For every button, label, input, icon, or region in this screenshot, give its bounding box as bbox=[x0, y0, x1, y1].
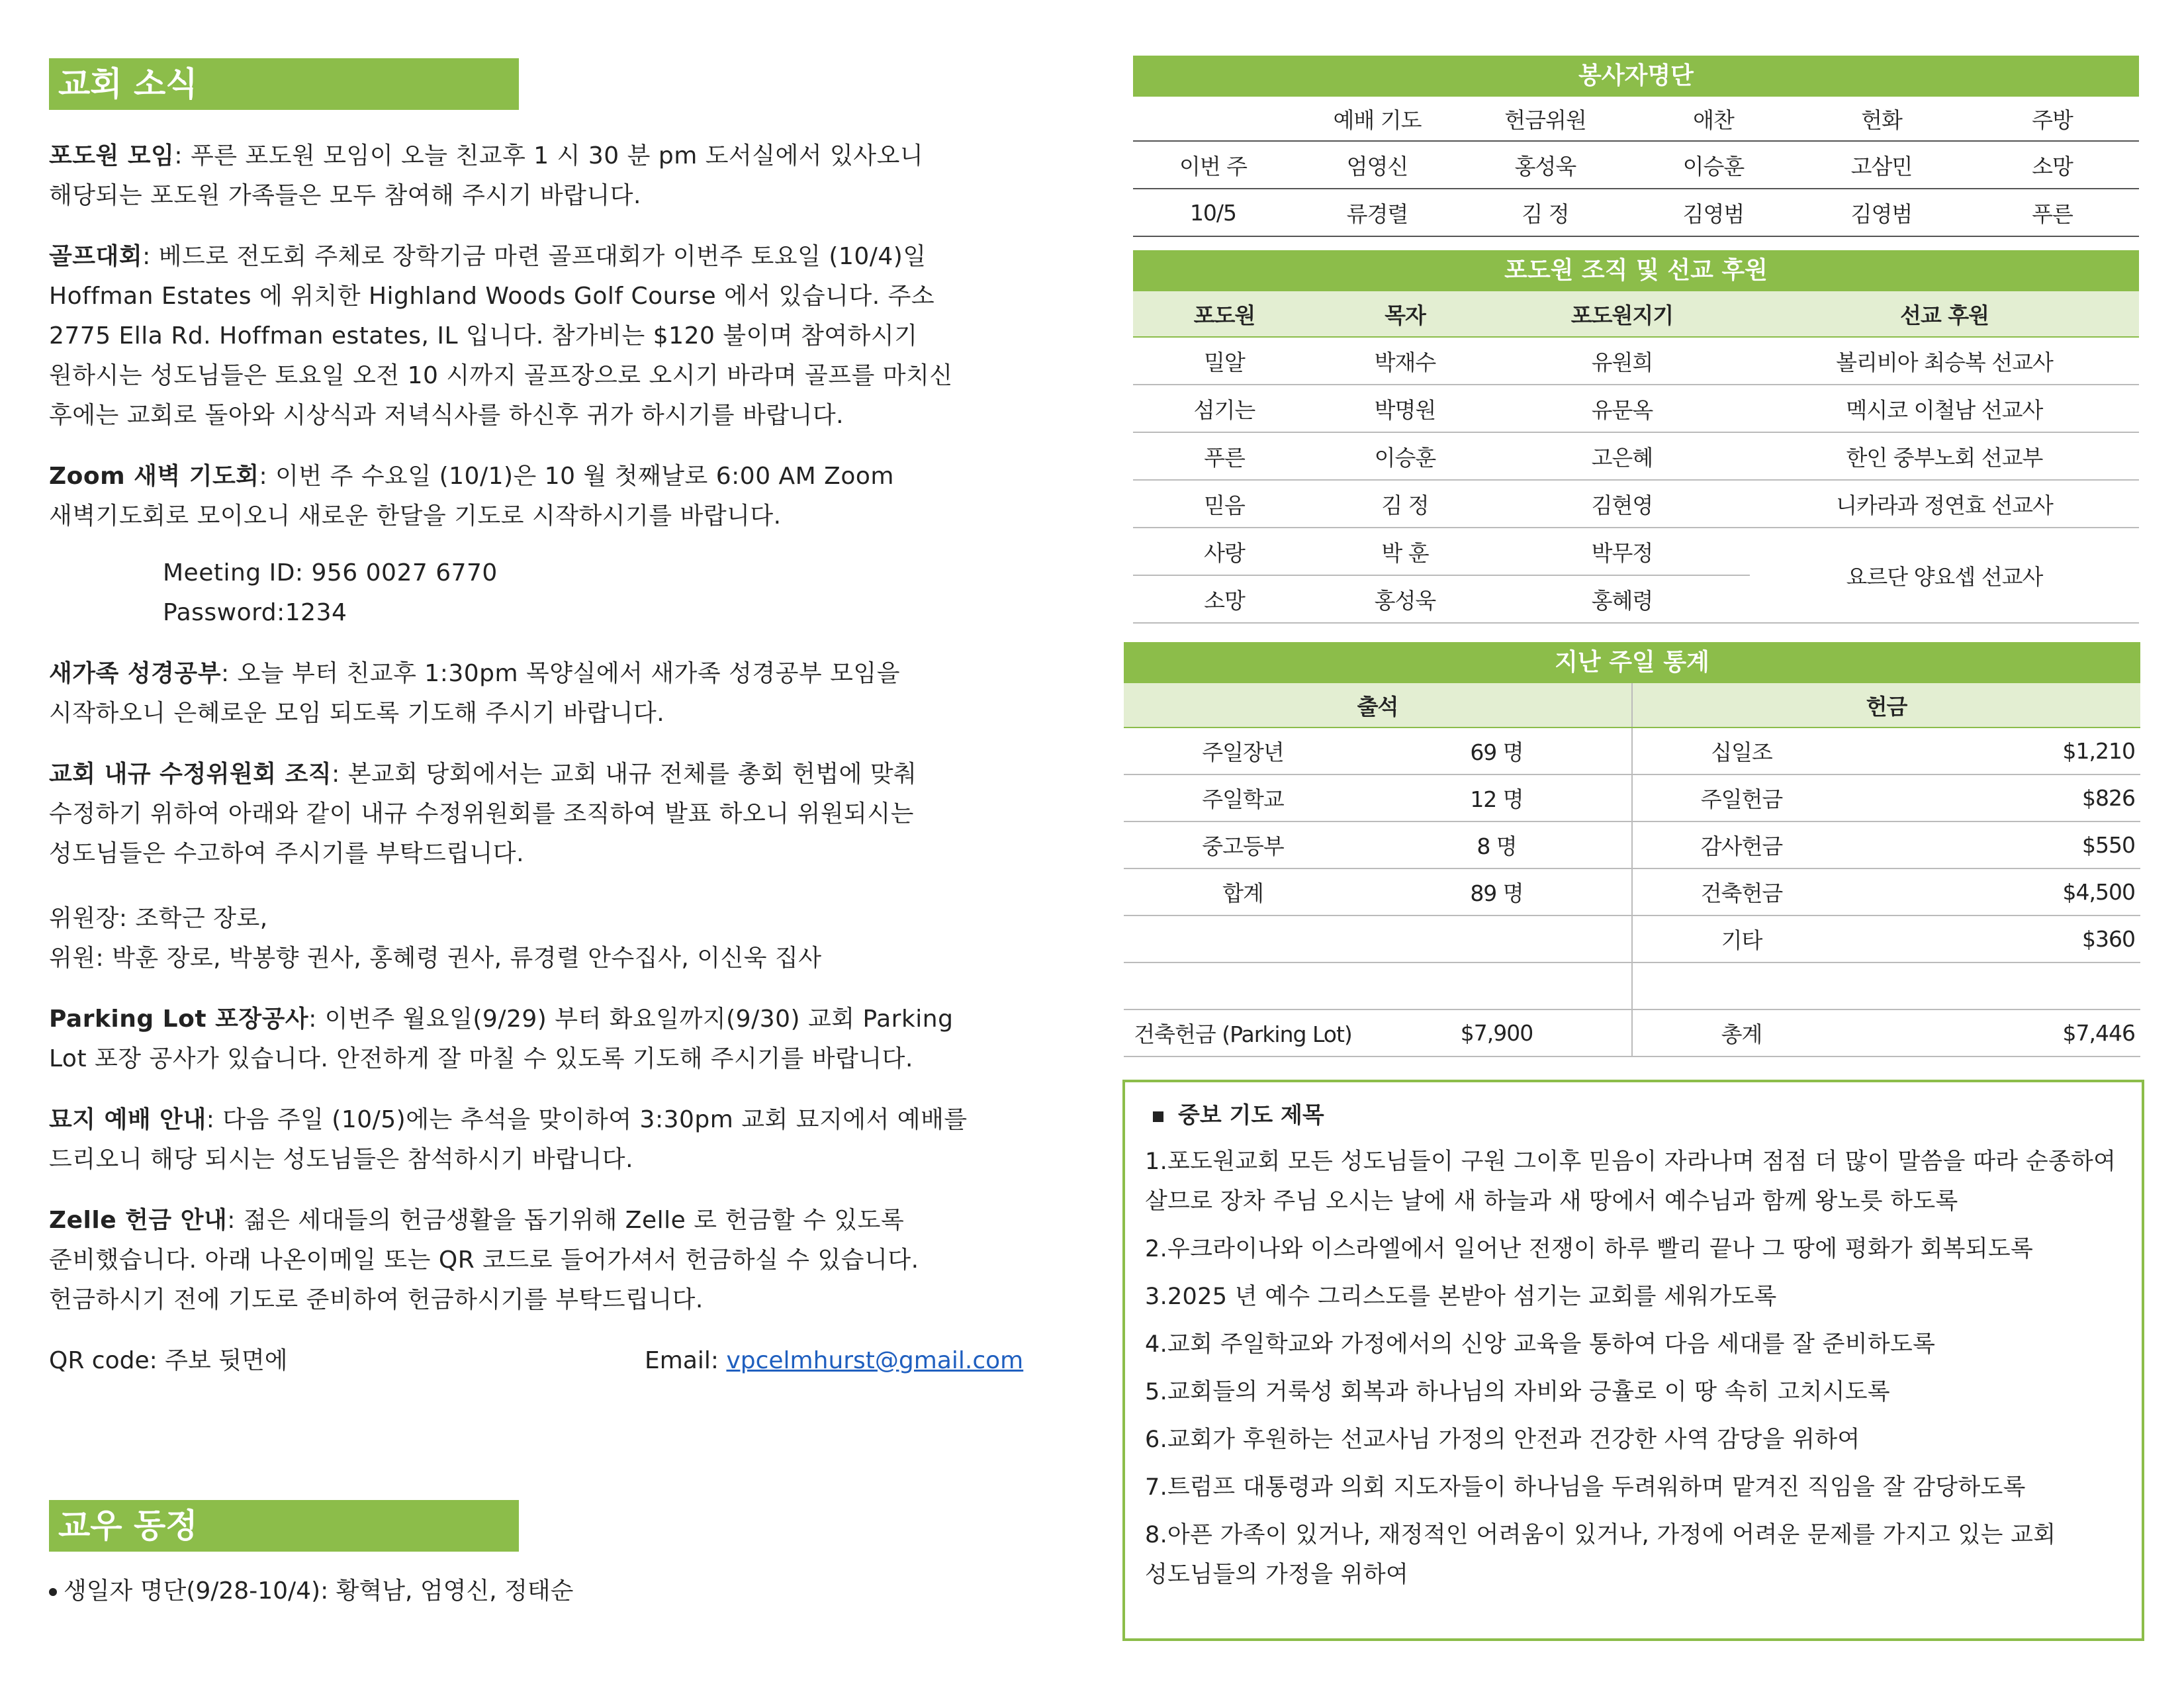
email-link[interactable]: vpcelmhurst@gmail.com bbox=[726, 1347, 1024, 1374]
news-heading: 새가족 성경공부 bbox=[49, 660, 221, 687]
table-row bbox=[1133, 385, 2139, 432]
prayer-title: 중보 기도 제목 bbox=[1178, 1102, 1324, 1129]
table-cell: 십일조 bbox=[1632, 727, 1850, 774]
news-text: 수정하기 위하여 아래와 같이 내규 수정위원회를 조직하여 발표 하오니 위원되시는 bbox=[49, 800, 914, 827]
table-cell: 고삼민 bbox=[1797, 141, 1966, 189]
table-row bbox=[1133, 337, 2139, 385]
table-cell: 홍혜령 bbox=[1494, 575, 1750, 623]
table-cell: 소망 bbox=[1966, 141, 2139, 189]
organization-header: 목자 bbox=[1316, 291, 1494, 337]
prayer-box bbox=[1122, 1080, 2144, 1641]
news-text: 성도님들은 수고하여 주시기를 부탁드립니다. bbox=[49, 840, 525, 867]
table-cell: $7,446 bbox=[1850, 1009, 2140, 1056]
table-cell: 사랑 bbox=[1133, 528, 1316, 575]
prayer-item bbox=[1145, 1468, 2122, 1507]
news-item-newcomer bbox=[49, 654, 1055, 733]
prayer-item bbox=[1145, 1229, 2122, 1269]
prayer-item bbox=[1145, 1142, 2122, 1221]
prayer-text: 1.포도원교회 모든 성도님들이 구원 그이후 믿음이 자라나며 점점 더 많이 말씀을 따라 순종하여 bbox=[1145, 1149, 2116, 1175]
table-row bbox=[1133, 189, 2139, 236]
table-cell: 홍성욱 bbox=[1461, 141, 1629, 189]
news-text: Lot 포장 공사가 있습니다. 안전하게 잘 마칠 수 있도록 기도해 주시기를 바랍니다. bbox=[49, 1045, 913, 1072]
table-cell: 밀알 bbox=[1133, 337, 1316, 385]
table-cell: 박무정 bbox=[1494, 528, 1750, 575]
table-cell bbox=[1124, 962, 1362, 1009]
table-cell: 89 명 bbox=[1362, 868, 1632, 915]
prayer-text: 5.교회들의 거룩성 회복과 하나님의 자비와 긍휼로 이 땅 속히 고치시도록 bbox=[1145, 1379, 1891, 1405]
email-row bbox=[645, 1341, 1023, 1381]
volunteer-header bbox=[1133, 97, 1293, 141]
table-cell: 류경렬 bbox=[1293, 189, 1461, 236]
news-item-parking bbox=[49, 1000, 1055, 1079]
volunteer-header: 예배 기도 bbox=[1293, 97, 1461, 141]
table-cell: 12 명 bbox=[1362, 774, 1632, 821]
table-cell: 주일학교 bbox=[1124, 774, 1362, 821]
table-cell: 김영범 bbox=[1797, 189, 1966, 236]
attendance-header: 출석 bbox=[1124, 683, 1632, 727]
news-text: 후에는 교회로 돌아와 시상식과 저녁식사를 하신후 귀가 하시기를 바랍니다. bbox=[49, 402, 844, 429]
table-row bbox=[1133, 432, 2139, 480]
table-row bbox=[1124, 774, 2140, 821]
table-row bbox=[1124, 868, 2140, 915]
news-text: 헌금하시기 전에 기도로 준비하여 헌금하시기를 부탁드립니다. bbox=[49, 1286, 704, 1313]
table-cell: 요르단 양요셉 선교사 bbox=[1750, 528, 2139, 623]
volunteer-title: 봉사자명단 bbox=[1133, 56, 2139, 97]
table-cell: 엄영신 bbox=[1293, 141, 1461, 189]
volunteer-header-row bbox=[1133, 97, 2139, 141]
table-row bbox=[1133, 528, 2139, 575]
news-text: : 본교회 당회에서는 교회 내규 전체를 총회 헌법에 맞춰 bbox=[332, 761, 917, 788]
table-cell: 한인 중부노회 선교부 bbox=[1750, 432, 2139, 480]
table-cell: $7,900 bbox=[1362, 1009, 1632, 1056]
news-text: 원하시는 성도님들은 토요일 오전 10 시까지 골프장으로 오시기 바라며 골프를 마치신 bbox=[49, 362, 953, 389]
volunteer-header: 주방 bbox=[1966, 97, 2139, 141]
table-cell: 홍성욱 bbox=[1316, 575, 1494, 623]
table-cell: 주일장년 bbox=[1124, 727, 1362, 774]
prayer-text: 살므로 장차 주님 오시는 날에 새 하늘과 새 땅에서 예수님과 함께 왕노릇 하도록 bbox=[1145, 1188, 1958, 1215]
table-cell: $1,210 bbox=[1850, 727, 2140, 774]
prayer-text: 6.교회가 후원하는 선교사님 가정의 안전과 건강한 사역 감당을 위하여 bbox=[1145, 1427, 1860, 1453]
table-row bbox=[1133, 141, 2139, 189]
news-text: : 오늘 부터 친교후 1:30pm 목양실에서 새가족 성경공부 모임을 bbox=[220, 660, 900, 687]
zoom-password: Password:1234 bbox=[163, 599, 347, 626]
table-cell: $360 bbox=[1850, 915, 2140, 962]
news-text: 드리오니 해당 되시는 성도님들은 참석하시기 바랍니다. bbox=[49, 1146, 634, 1173]
table-cell: 합계 bbox=[1124, 868, 1362, 915]
news-text: : 베드로 전도회 주체로 장학기금 마련 골프대회가 이번주 토요일 (10/4)일 bbox=[142, 243, 927, 270]
prayer-item bbox=[1145, 1372, 2122, 1412]
table-cell bbox=[1362, 962, 1632, 1009]
contact-row bbox=[49, 1341, 1055, 1381]
table-cell: $4,500 bbox=[1850, 868, 2140, 915]
prayer-item bbox=[1145, 1277, 2122, 1317]
bullet-icon bbox=[49, 1588, 57, 1596]
statistics-title: 지난 주일 통계 bbox=[1124, 642, 2140, 683]
prayer-text: 성도님들의 가정을 위하여 bbox=[1145, 1562, 1409, 1588]
news-text: : 푸른 포도원 모임이 오늘 친교후 1 시 30 분 pm 도서실에서 있사오니 bbox=[174, 142, 924, 169]
table-row bbox=[1124, 1009, 2140, 1056]
table-cell: 김영범 bbox=[1629, 189, 1797, 236]
organization-header-row bbox=[1133, 291, 2139, 337]
prayer-text: 3.2025 년 예수 그리스도를 본받아 섬기는 교회를 세워가도록 bbox=[1145, 1284, 1777, 1310]
table-cell: 기타 bbox=[1632, 915, 1850, 962]
news-item-bylaws bbox=[49, 755, 1055, 978]
news-item-vineyard bbox=[49, 136, 1055, 216]
news-text: 시작하오니 은혜로운 모임 되도록 기도해 주시기 바랍니다. bbox=[49, 700, 665, 727]
square-bullet-icon bbox=[1153, 1111, 1163, 1122]
news-heading: Parking Lot 포장공사 bbox=[49, 1006, 309, 1033]
email-label: Email: bbox=[645, 1347, 727, 1374]
table-cell: 건축헌금 bbox=[1632, 868, 1850, 915]
table-cell: 고은혜 bbox=[1494, 432, 1750, 480]
table-row bbox=[1124, 915, 2140, 962]
prayer-item bbox=[1145, 1325, 2122, 1364]
table-cell: $826 bbox=[1850, 774, 2140, 821]
table-cell: 8 명 bbox=[1362, 821, 1632, 868]
table-cell: 총계 bbox=[1632, 1009, 1850, 1056]
table-cell: 푸른 bbox=[1133, 432, 1316, 480]
committee-chair: 위원장: 조학근 장로, bbox=[49, 905, 268, 932]
news-item-cemetery bbox=[49, 1100, 1055, 1180]
volunteer-table bbox=[1133, 56, 2139, 237]
news-item-golf bbox=[49, 237, 1055, 436]
table-cell: 김 정 bbox=[1461, 189, 1629, 236]
volunteer-header: 헌화 bbox=[1797, 97, 1966, 141]
prayer-item bbox=[1145, 1420, 2122, 1460]
statistics-table bbox=[1124, 642, 2140, 1057]
table-cell bbox=[1124, 915, 1362, 962]
news-text: : 이번주 월요일(9/29) 부터 화요일까지(9/30) 교회 Parking bbox=[308, 1006, 954, 1033]
zoom-meeting-id: Meeting ID: 956 0027 6770 bbox=[163, 559, 498, 586]
table-cell: 주일헌금 bbox=[1632, 774, 1850, 821]
news-text: 준비했습니다. 아래 나온이메일 또는 QR 코드로 들어가셔서 헌금하실 수 있습니다. bbox=[49, 1246, 919, 1274]
table-cell: 69 명 bbox=[1362, 727, 1632, 774]
table-cell: 박명원 bbox=[1316, 385, 1494, 432]
table-cell bbox=[1632, 962, 1850, 1009]
table-cell: 섬기는 bbox=[1133, 385, 1316, 432]
organization-header: 포도원 bbox=[1133, 291, 1316, 337]
table-cell: 김현영 bbox=[1494, 480, 1750, 528]
news-text: 해당되는 포도원 가족들은 모두 참여해 주시기 바랍니다. bbox=[49, 182, 641, 209]
news-heading: Zoom 새벽 기도회 bbox=[49, 463, 259, 490]
news-text: : 이번 주 수요일 (10/1)은 10 월 첫째날로 6:00 AM Zoom bbox=[259, 463, 894, 490]
table-cell: 유원희 bbox=[1494, 337, 1750, 385]
news-text: 2775 Ella Rd. Hoffman estates, IL 입니다. 참가비는 $120 불이며 참여하시기 bbox=[49, 322, 918, 350]
table-cell: 건축헌금 (Parking Lot) bbox=[1124, 1009, 1362, 1056]
qr-code-label: QR code: 주보 뒷면에 bbox=[49, 1347, 288, 1374]
prayer-text: 4.교회 주일학교와 가정에서의 신앙 교육을 통하여 다음 세대를 잘 준비하도록 bbox=[1145, 1331, 1936, 1358]
news-heading: 묘지 예배 안내 bbox=[49, 1106, 206, 1133]
members-section bbox=[49, 1500, 519, 1552]
members-title: 교우 동정 bbox=[49, 1500, 519, 1552]
prayer-text: 2.우크라이나와 이스라엘에서 일어난 전쟁이 하루 빨리 끝나 그 땅에 평화가 회복되도록 bbox=[1145, 1236, 2034, 1262]
table-row bbox=[1124, 962, 2140, 1009]
table-cell: 믿음 bbox=[1133, 480, 1316, 528]
prayer-title-row bbox=[1145, 1098, 2122, 1133]
organization-header: 선교 후원 bbox=[1750, 291, 2139, 337]
volunteer-header: 헌금위원 bbox=[1461, 97, 1629, 141]
prayer-text: 8.아픈 가족이 있거나, 재정적인 어려움이 있거나, 가정에 어려운 문제를 가지고 있는 교회 bbox=[1145, 1522, 2056, 1548]
organization-title: 포도원 조직 및 선교 후원 bbox=[1133, 250, 2139, 291]
table-cell bbox=[1850, 962, 2140, 1009]
birthday-list bbox=[49, 1572, 573, 1606]
news-heading: 교회 내규 수정위원회 조직 bbox=[49, 761, 332, 788]
table-cell: 감사헌금 bbox=[1632, 821, 1850, 868]
table-cell: 이번 주 bbox=[1133, 141, 1293, 189]
prayer-text: 7.트럼프 대통령과 의회 지도자들이 하나님을 두려워하며 맡겨진 직임을 잘 감당하도록 bbox=[1145, 1474, 2026, 1501]
table-row bbox=[1124, 727, 2140, 774]
table-cell: 중고등부 bbox=[1124, 821, 1362, 868]
table-cell: 박 훈 bbox=[1316, 528, 1494, 575]
table-cell: 10/5 bbox=[1133, 189, 1293, 236]
news-heading: Zelle 헌금 안내 bbox=[49, 1207, 228, 1234]
table-cell: 유문옥 bbox=[1494, 385, 1750, 432]
table-cell: 푸른 bbox=[1966, 189, 2139, 236]
news-text: Hoffman Estates 에 위치한 Highland Woods Golf Course 에서 있습니다. 주소 bbox=[49, 283, 935, 310]
birthday-text: 생일자 명단(9/28-10/4): 황혁남, 엄영신, 정태순 bbox=[64, 1577, 574, 1605]
table-cell bbox=[1362, 915, 1632, 962]
news-item-zelle bbox=[49, 1201, 1055, 1320]
news-text: 새벽기도회로 모이오니 새로운 한달을 기도로 시작하시기를 바랍니다. bbox=[49, 502, 782, 530]
table-cell: 니카라과 정연효 선교사 bbox=[1750, 480, 2139, 528]
news-item-zoom bbox=[49, 457, 1055, 633]
table-cell: 박재수 bbox=[1316, 337, 1494, 385]
offering-header: 헌금 bbox=[1632, 683, 2140, 727]
committee-members: 위원: 박훈 장로, 박봉향 권사, 홍혜령 권사, 류경렬 안수집사, 이신욱 집사 bbox=[49, 945, 822, 972]
table-cell: 소망 bbox=[1133, 575, 1316, 623]
table-cell: $550 bbox=[1850, 821, 2140, 868]
organization-table bbox=[1133, 250, 2139, 624]
table-cell: 김 정 bbox=[1316, 480, 1494, 528]
prayer-item bbox=[1145, 1515, 2122, 1595]
news-text: : 젊은 세대들의 헌금생활을 돕기위해 Zelle 로 헌금할 수 있도록 bbox=[227, 1207, 905, 1234]
news-text: : 다음 주일 (10/5)에는 추석을 맞이하여 3:30pm 교회 묘지에서 예배를 bbox=[206, 1106, 968, 1133]
table-row bbox=[1133, 480, 2139, 528]
table-cell: 볼리비아 최승복 선교사 bbox=[1750, 337, 2139, 385]
volunteer-header: 애찬 bbox=[1629, 97, 1797, 141]
table-cell: 이승훈 bbox=[1629, 141, 1797, 189]
news-heading: 골프대회 bbox=[49, 243, 143, 270]
news-heading: 포도원 모임 bbox=[49, 142, 175, 169]
table-row bbox=[1124, 821, 2140, 868]
table-cell: 멕시코 이철남 선교사 bbox=[1750, 385, 2139, 432]
news-section bbox=[49, 58, 1055, 1381]
news-title: 교회 소식 bbox=[49, 58, 519, 110]
organization-header: 포도원지기 bbox=[1494, 291, 1750, 337]
table-cell: 이승훈 bbox=[1316, 432, 1494, 480]
statistics-header-row bbox=[1124, 683, 2140, 727]
